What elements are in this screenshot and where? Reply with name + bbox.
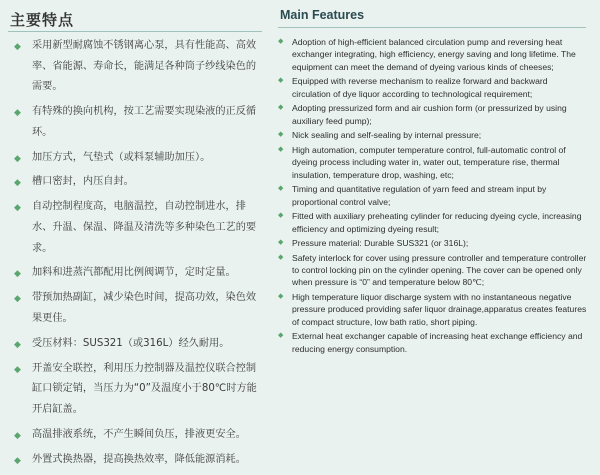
feature-item-zh: ◆ 受压材料：SUS321（或316L）经久耐用。 <box>14 334 264 355</box>
diamond-bullet-icon: ◆ <box>278 131 284 139</box>
diamond-bullet-icon: ◆ <box>278 145 284 153</box>
feature-item-zh: ◆ 有特殊的换向机构，按工艺需要实现染液的正反循环。 <box>14 102 264 143</box>
feature-item-zh: ◆ 带预加热副缸，减少染色时间，提高功效，染色效果更佳。 <box>14 288 264 329</box>
feature-item-en: ◆ Fitted with auxiliary preheating cylinder for reducing dyeing cycle, increasing efficiency and optimizing dyeing result; <box>278 211 582 234</box>
chinese-title: 主要特点 <box>10 11 75 29</box>
diamond-bullet-icon: ◆ <box>14 42 21 52</box>
diamond-bullet-icon: ◆ <box>14 339 21 350</box>
chinese-title-rule <box>8 31 262 32</box>
chinese-features-column <box>0 0 272 466</box>
diamond-bullet-icon: ◆ <box>278 212 284 220</box>
english-title: Main Features <box>280 8 365 22</box>
feature-item-zh: ◆ 采用新型耐腐蚀不锈钢离心泵，具有性能高、高效率、省能源、寿命长，能满足各种筒子纱线染色的需要。 <box>14 36 264 98</box>
feature-item-zh: ◆ 高温排液系统，不产生瞬间负压，排液更安全。 <box>14 425 264 446</box>
feature-item-en: ◆ High temperature liquor discharge system with no instantaneous negative pressure produced providing safer liquor drainage,apparatus creates features of compact structure, low bath ratio, short piping. <box>278 292 587 327</box>
diamond-bullet-icon: ◆ <box>278 293 284 301</box>
diamond-bullet-icon: ◆ <box>278 104 284 112</box>
diamond-bullet-icon: ◆ <box>14 153 21 164</box>
feature-item-en: ◆ External heat exchanger capable of increasing heat exchange efficiency and reducing energy consumption. <box>278 331 583 354</box>
feature-item-zh: ◆ 加压方式，气垫式（或料泵辅助加压）。 <box>14 148 264 169</box>
feature-item-en: ◆ Nick sealing and self-sealing by internal pressure; <box>278 130 482 141</box>
diamond-bullet-icon: ◆ <box>14 108 21 119</box>
feature-item-zh: ◆ 自动控制程度高，电脑温控，自动控制进水，排水、升温、保温、降温及清洗等多种染色工艺的要求。 <box>14 197 264 259</box>
diamond-bullet-icon: ◆ <box>278 239 284 247</box>
feature-item-en: ◆ Timing and quantitative regulation of yarn feed and stream input by proportional control valve; <box>278 184 547 207</box>
feature-item-en: ◆ Equipped with reverse mechanism to realize forward and backward circulation of dye liquor according to technological requirement; <box>278 76 548 99</box>
feature-item-en: ◆ Safety interlock for cover using pressure controller and temperature controller to control locking pin on the cylinder opening. The cover can be opened only when pressure is “0” and temperature below 80℃; <box>278 252 587 288</box>
feature-item-zh: ◆ 外置式换热器，提高换热效率，降低能源消耗。 <box>14 450 264 471</box>
diamond-bullet-icon: ◆ <box>14 455 21 466</box>
feature-item-en: ◆ High automation, computer temperature control, full-automatic control of dyeing process including water in, water out, temperature rise, thermal insulation, temperature drop, washing, etc; <box>278 144 566 180</box>
feature-item-en: ◆ Adoption of high-efficient balanced circulation pump and reversing heat exchanger integrating, high efficiency, energy saving and long lifetime. The equipment can meet the demand of dyeing various kinds of cheeses; <box>278 37 576 72</box>
diamond-bullet-icon: ◆ <box>14 203 21 214</box>
feature-item-zh: ◆ 开盖安全联控，利用压力控制器及温控仪联合控制缸口锁定销，当压力为“0”及温度小于80℃时方能开启缸盖。 <box>14 359 264 421</box>
english-feature-list <box>278 36 588 357</box>
english-features-column <box>272 0 600 412</box>
english-title-rule <box>278 27 586 28</box>
diamond-bullet-icon: ◆ <box>278 77 284 85</box>
feature-item-en: ◆ Pressure material: Durable SUS321 (or 316L); <box>278 238 469 249</box>
diamond-bullet-icon: ◆ <box>278 332 284 340</box>
diamond-bullet-icon: ◆ <box>278 253 284 261</box>
feature-item-en: ◆ Adopting pressurized form and air cushion form (or pressurized by using auxiliary feed pump); <box>278 103 567 126</box>
diamond-bullet-icon: ◆ <box>14 178 21 189</box>
diamond-bullet-icon: ◆ <box>278 185 284 193</box>
feature-item-zh: ◆ 加料和进蒸汽都配用比例阀调节，定时定量。 <box>14 263 264 284</box>
feature-item-zh: ◆ 槽口密封，内压自封。 <box>14 172 264 193</box>
diamond-bullet-icon: ◆ <box>14 294 21 305</box>
chinese-feature-list <box>14 36 264 475</box>
diamond-bullet-icon: ◆ <box>14 269 21 280</box>
diamond-bullet-icon: ◆ <box>14 364 21 375</box>
diamond-bullet-icon: ◆ <box>14 430 21 441</box>
diamond-bullet-icon: ◆ <box>278 38 284 45</box>
